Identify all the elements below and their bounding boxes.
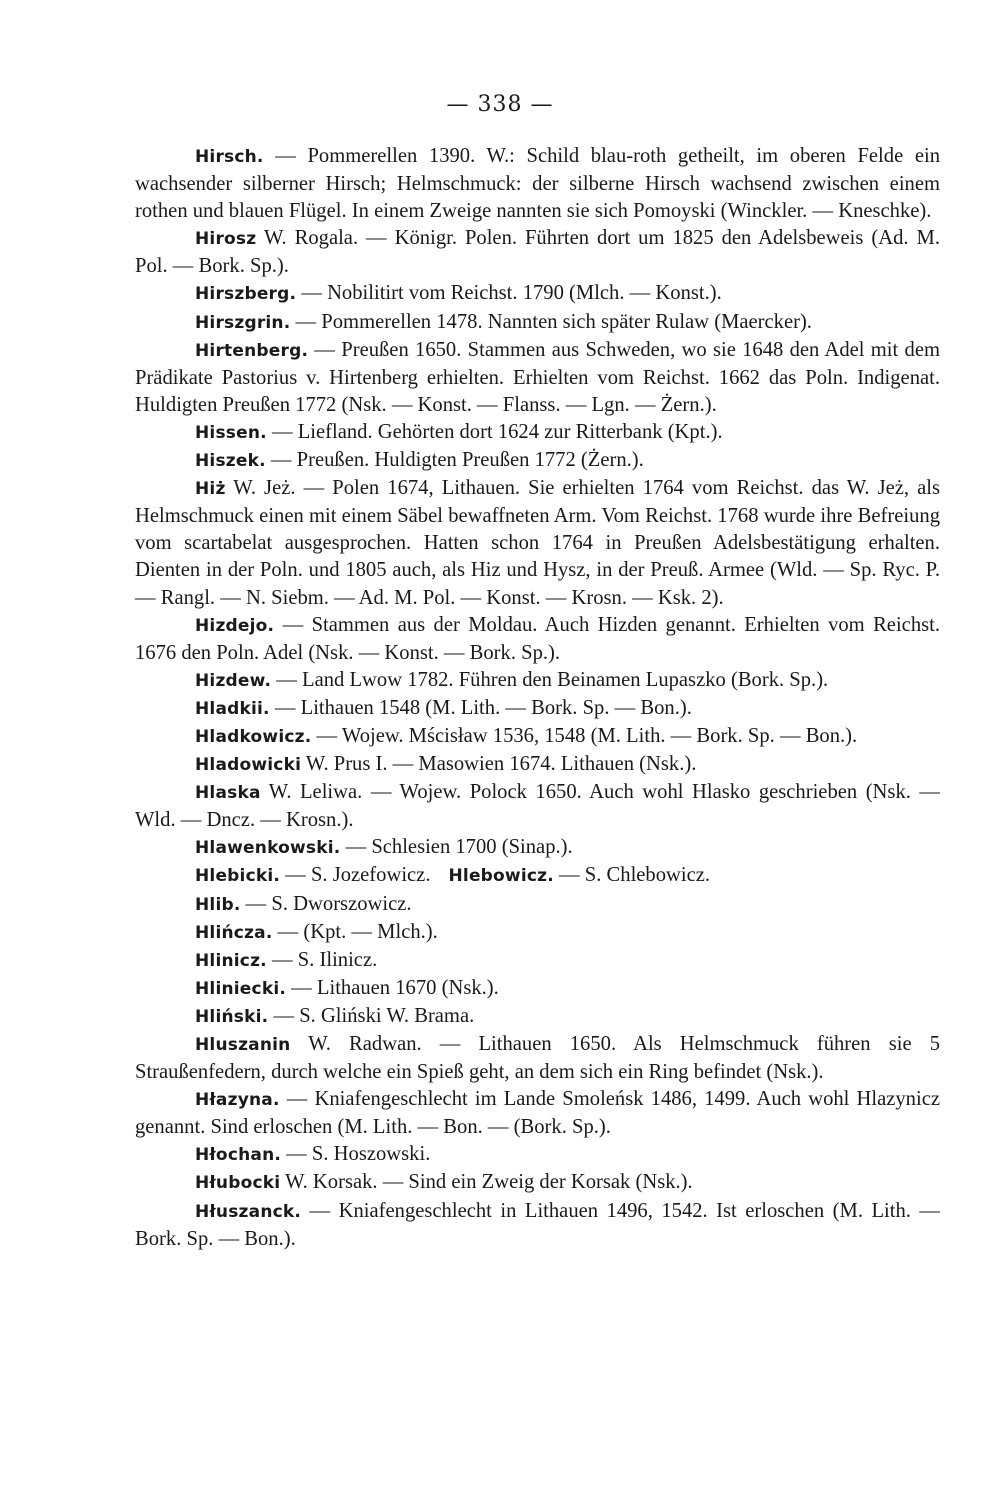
entry-headword: Hlaska <box>195 783 261 804</box>
entry-headword: Hlib. <box>195 894 241 915</box>
entry-text: — Lithauen 1548 (M. Lith. — Bork. Sp. — Bon.). <box>269 696 692 719</box>
entry-headword: Hizdejo. <box>195 615 275 636</box>
entry-headword: Hladowicki <box>195 755 302 776</box>
entry-text: — Pommerellen 1478. Nannten sich später Rulaw (Maercker). <box>290 310 812 333</box>
entry-headword: Hlawenkowski. <box>195 838 341 859</box>
list-item <box>135 862 940 890</box>
entry-text: — Liefland. Gehörten dort 1624 zur Ritterbank (Kpt.). <box>266 420 723 443</box>
list-item <box>135 419 940 447</box>
page-number: — 338 — <box>446 92 554 117</box>
list-item <box>135 723 940 751</box>
entry-headword: Hluszanin <box>195 1035 291 1055</box>
list-item <box>135 225 940 280</box>
list-item <box>135 695 940 723</box>
entry-headword-second: Hlebowicz. <box>448 866 554 887</box>
list-item <box>135 667 940 695</box>
entry-text: W. Prus I. — Masowien 1674. Lithauen (Nsk.). <box>301 753 697 776</box>
entry-text: — S. Dworszowicz. <box>240 892 412 915</box>
list-item <box>135 309 940 337</box>
entry-list <box>135 143 940 1253</box>
entry-headword: Hirszgrin. <box>195 312 291 333</box>
list-item <box>135 143 940 225</box>
entry-headword: Hlińcza. <box>195 922 273 943</box>
entry-text: — Lithauen 1670 (Nsk.). <box>286 976 499 999</box>
entry-headword: Hłuszanck. <box>195 1201 302 1222</box>
entry-text: — Kniafengeschlecht in Lithauen 1496, 1542. Ist erloschen (M. Lith. — Bork. Sp. — Bon.). <box>135 1199 940 1250</box>
list-item <box>135 280 940 308</box>
list-item <box>135 1003 940 1031</box>
entry-text: W. Radwan. — Lithauen 1650. Als Helmschmuck führen sie 5 Straußenfedern, durch welche ein Spieß geht, an dem sich ein Ring befindet (Nsk.). <box>135 1033 940 1084</box>
list-item <box>135 1169 940 1197</box>
entry-text: W. Jeż. — Polen 1674, Lithauen. Sie erhielten 1764 vom Reichst. das W. Jeż, als Helmschmuck einen mit einem Säbel bewaffneten Arm. Vom Reichst. 1768 wurde ihre Befreiung vom scartabelat ausgesprochen. Hatten schon 1764 in Preußen Adelsbestätigung erhalten. Dienten in der Poln. und 1805 auch, als Hiz und Hysz, in der Preuß. Armee (Wld. — Sp. Ryc. P. — Rangl. — N. Siebm. — Ad. M. Pol. — Konst. — Krosn. — Ksk. 2). <box>135 477 940 609</box>
entry-headword: Hłubocki <box>195 1173 281 1194</box>
entry-headword: Hirtenberg. <box>195 340 309 361</box>
entry-text: — S. Ilinicz. <box>266 948 378 971</box>
list-item <box>135 834 940 862</box>
list-item <box>135 337 940 419</box>
list-item <box>135 612 940 667</box>
entry-text: — Preußen. Huldigten Preußen 1772 (Żern.). <box>265 449 644 472</box>
list-item <box>135 1031 940 1086</box>
list-item <box>135 475 940 611</box>
entry-text: — Land Lwow 1782. Führen den Beinamen Lupaszko (Bork. Sp.). <box>271 668 829 691</box>
entry-headword: Hliniecki. <box>195 978 287 999</box>
entry-headword: Hissen. <box>195 422 267 443</box>
entry-text: — Stammen aus der Moldau. Auch Hizden genannt. Erhielten vom Reichst. 1676 den Poln. Adel (Nsk. — Konst. — Bork. Sp.). <box>135 613 940 664</box>
entry-text: — S. Jozefowicz. <box>280 864 431 887</box>
list-item <box>135 947 940 975</box>
list-item <box>135 975 940 1003</box>
entry-headword: Hirsch. <box>195 147 264 167</box>
entry-headword: Hlinicz. <box>195 950 267 971</box>
list-item <box>135 1086 940 1141</box>
entry-headword: Hłochan. <box>195 1145 282 1166</box>
entry-text: W. Korsak. — Sind ein Zweig der Korsak (Nsk.). <box>280 1171 693 1194</box>
entry-headword: Hłazyna. <box>195 1090 280 1111</box>
entry-headword: Hiszek. <box>195 451 266 472</box>
entry-text: — Wojew. Mścisław 1536, 1548 (M. Lith. — Bork. Sp. — Bon.). <box>311 724 858 747</box>
list-item <box>135 1141 940 1169</box>
entry-text: — Kniafengeschlecht im Lande Smoleńsk 1486, 1499. Auch wohl Hlazynicz genannt. Sind erloschen (M. Lith. — Bon. — (Bork. Sp.). <box>135 1088 940 1139</box>
entry-headword: Hirszberg. <box>195 284 297 305</box>
entry-headword: Hizdew. <box>195 670 272 691</box>
entry-text: — Preußen 1650. Stammen aus Schweden, wo sie 1648 den Adel mit dem Prädikate Pastorius v. Hirtenberg erhielten. Erhielten vom Reichst. 1662 das Poln. Indigenat. Huldigten Preußen 1772 (Nsk. — Konst. — Flanss. — Lgn. — Żern.). <box>135 338 940 416</box>
entry-text: — Nobilitirt vom Reichst. 1790 (Mlch. — Konst.). <box>296 282 722 305</box>
list-item <box>135 751 940 779</box>
entry-text-second: — S. Chlebowicz. <box>553 864 711 887</box>
entry-text: — S. Gliński W. Brama. <box>268 1004 475 1027</box>
list-item <box>135 779 940 834</box>
entry-headword: Hladkowicz. <box>195 726 312 747</box>
entry-headword: Hiż <box>195 479 226 500</box>
entry-text: — S. Hoszowski. <box>281 1143 431 1166</box>
entry-headword: Hliński. <box>195 1006 269 1027</box>
entry-text: — (Kpt. — Mlch.). <box>272 920 438 943</box>
entry-headword: Hladkii. <box>195 698 270 719</box>
list-item <box>135 1198 940 1253</box>
entry-text: — Pommerellen 1390. W.: Schild blau-roth getheilt, im oberen Felde ein wachsender silberner Hirsch; Helmschmuck: der silberne Hirsch wachsend zwischen einem rothen und blauen Flügel. In einem Zweige nannten sie sich Pomoyski (Winckler. — Kneschke). <box>135 145 940 223</box>
list-item <box>135 447 940 475</box>
entry-headword: Hlebicki. <box>195 866 281 887</box>
list-item <box>135 891 940 919</box>
entry-text: W. Leliwa. — Wojew. Polock 1650. Auch wohl Hlasko geschrieben (Nsk. — Wld. — Dncz. — Krosn.). <box>135 781 940 832</box>
entry-headword: Hirosz <box>195 229 257 250</box>
entry-text: — Schlesien 1700 (Sinap.). <box>340 836 573 859</box>
entry-text: W. Rogala. — Königr. Polen. Führten dort um 1825 den Adelsbeweis (Ad. M. Pol. — Bork. Sp.). <box>135 227 940 278</box>
list-item <box>135 919 940 947</box>
